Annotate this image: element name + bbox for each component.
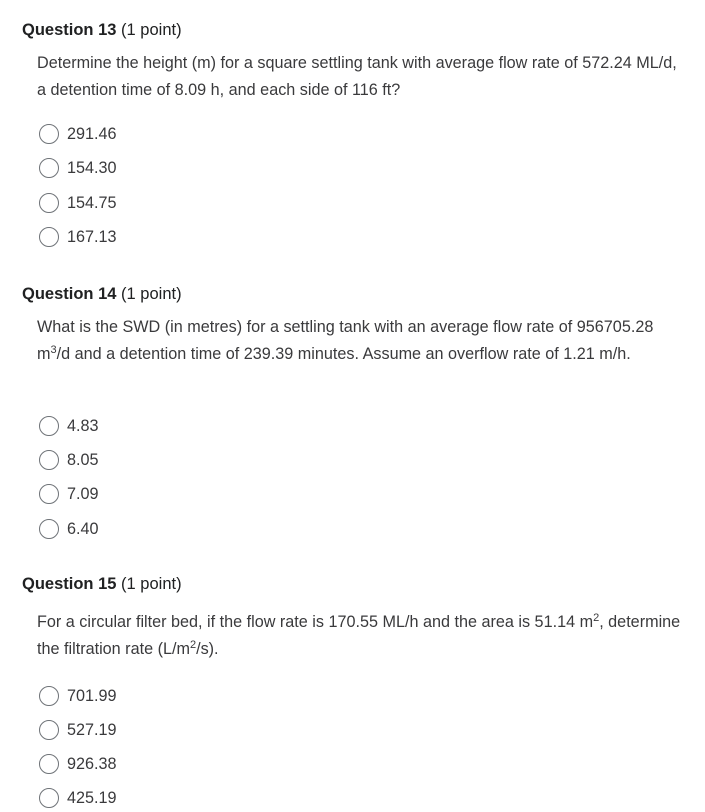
option-label: 926.38 [67, 754, 117, 773]
question-text-part: /s). [196, 640, 219, 658]
question-13-option-2[interactable] [39, 156, 117, 180]
question-15-option-4[interactable] [39, 786, 117, 810]
question-15-text [37, 609, 687, 663]
question-number: Question 15 [22, 575, 117, 593]
radio-button[interactable] [39, 416, 59, 436]
question-14-option-2[interactable] [39, 448, 99, 472]
option-label: 154.30 [67, 158, 117, 177]
question-14-option-1[interactable] [39, 414, 99, 438]
option-label: 8.05 [67, 450, 99, 469]
radio-button[interactable] [39, 450, 59, 470]
option-label: 154.75 [67, 193, 117, 212]
question-points: (1 point) [121, 285, 182, 303]
superscript: 3 [50, 344, 57, 356]
superscript: 2 [189, 639, 197, 651]
question-15-option-2[interactable] [39, 718, 117, 742]
option-label: 6.40 [67, 519, 99, 538]
question-14-title [22, 284, 182, 304]
question-13-title [22, 20, 182, 40]
question-text-part: , determine the filtration rate (L/m [37, 613, 681, 658]
option-label: 4.83 [67, 416, 99, 435]
radio-button[interactable] [39, 686, 59, 706]
question-14-text [37, 314, 687, 368]
radio-button[interactable] [39, 754, 59, 774]
question-points: (1 point) [121, 21, 182, 39]
radio-button[interactable] [39, 158, 59, 178]
option-label: 425.19 [67, 788, 117, 807]
radio-button[interactable] [39, 484, 59, 504]
question-14-option-3[interactable] [39, 482, 99, 506]
question-points: (1 point) [121, 575, 182, 593]
question-text-part: /d and a detention time of 239.39 minutes. Assume an overflow rate of 1.21 m/h. [56, 345, 631, 363]
question-15-option-3[interactable] [39, 752, 117, 776]
option-label: 527.19 [67, 720, 117, 739]
radio-button[interactable] [39, 124, 59, 144]
question-text-part: For a circular filter bed, if the flow rate is 170.55 ML/h and the area is 51.14 m [37, 613, 594, 631]
option-label: 7.09 [67, 484, 99, 503]
question-13-option-1[interactable] [39, 122, 117, 146]
radio-button[interactable] [39, 227, 59, 247]
radio-button[interactable] [39, 193, 59, 213]
superscript: 2 [593, 612, 600, 624]
question-number: Question 14 [22, 285, 117, 303]
question-13-option-3[interactable] [39, 191, 117, 215]
question-number: Question 13 [22, 21, 117, 39]
question-14-option-4[interactable] [39, 517, 99, 541]
question-13-option-4[interactable] [39, 225, 117, 249]
radio-button[interactable] [39, 720, 59, 740]
question-15-title [22, 574, 182, 594]
radio-button[interactable] [39, 519, 59, 539]
question-15-option-1[interactable] [39, 684, 117, 708]
question-text-part: What is the SWD (in metres) for a settling tank with an average flow rate of 956705.28 m [37, 318, 654, 363]
question-13-text: Determine the height (m) for a square settling tank with average flow rate of 572.24 ML/d, a detention time of 8.09 h, and each side of 116 ft? [37, 54, 677, 99]
option-label: 291.46 [67, 124, 117, 143]
option-label: 701.99 [67, 686, 117, 705]
option-label: 167.13 [67, 227, 117, 246]
radio-button[interactable] [39, 788, 59, 808]
